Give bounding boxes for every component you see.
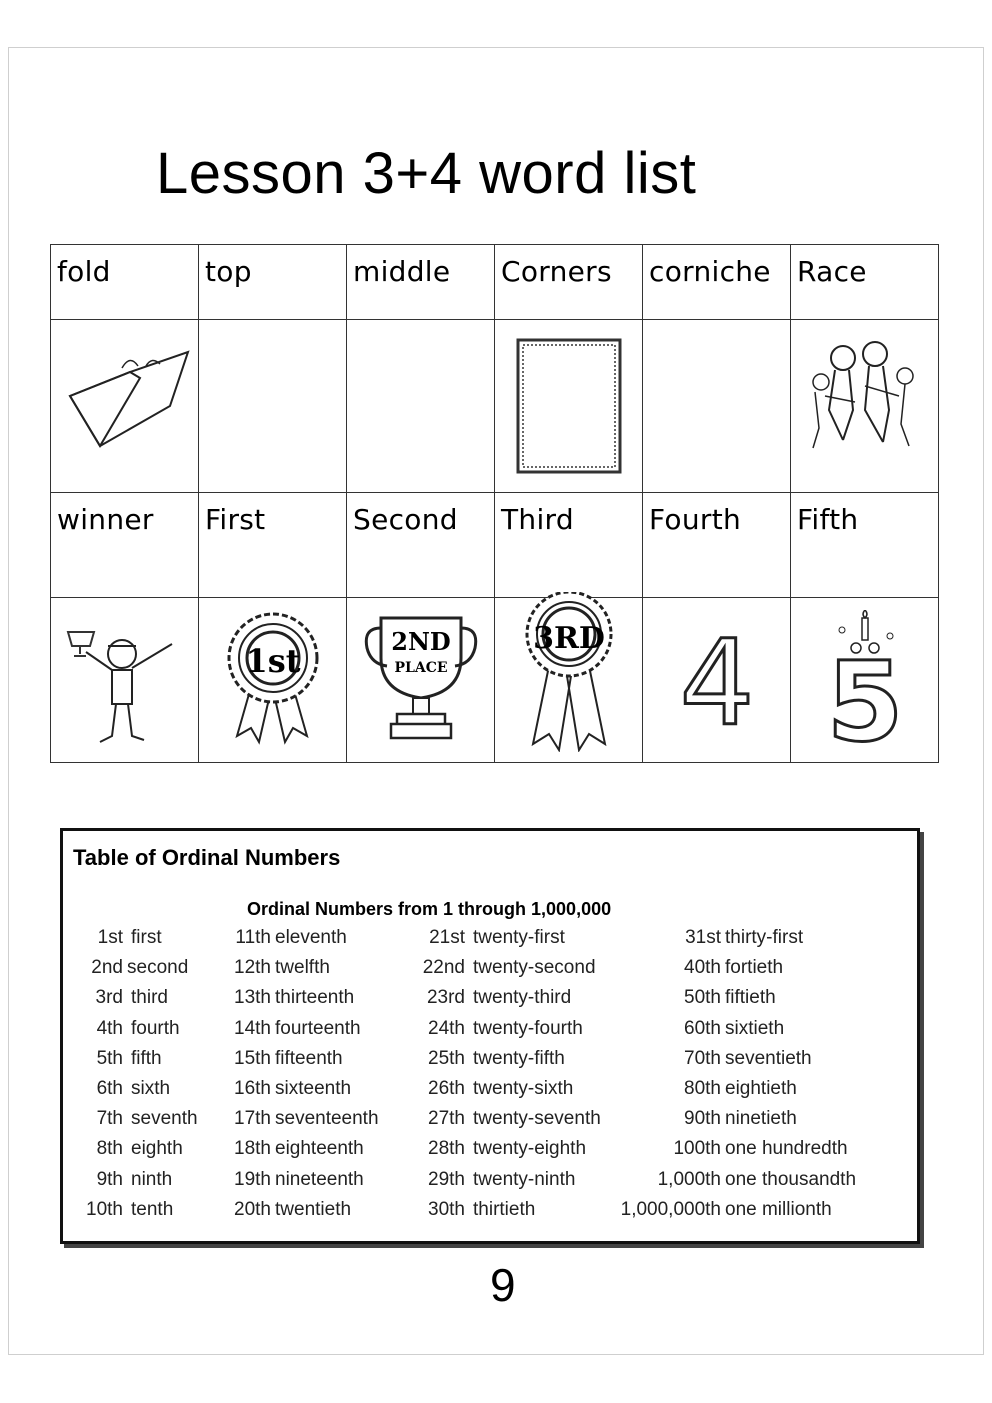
ordinal-row	[225, 1169, 379, 1199]
ordinal-number: 80th	[684, 1077, 721, 1099]
ordinal-number: 11th	[235, 927, 271, 948]
ordinal-word: twenty-fifth	[473, 1047, 565, 1069]
word-third: Third	[501, 503, 574, 536]
ordinal-word: third	[131, 987, 168, 1009]
ordinal-column-1	[75, 927, 198, 1229]
picture-cell	[495, 598, 643, 763]
ordinal-word: twenty-second	[473, 957, 596, 979]
word-corners: Corners	[501, 255, 612, 288]
ordinal-word: fifth	[131, 1047, 162, 1069]
ordinal-row	[75, 1108, 198, 1138]
ordinal-number: 26th	[428, 1077, 465, 1099]
ordinal-word: thirteenth	[275, 987, 355, 1009]
ordinal-number: 2nd	[91, 957, 123, 979]
first-place-rosette-picture	[213, 610, 333, 750]
word-row-1	[51, 245, 939, 320]
ordinal-number: 4th	[96, 1017, 123, 1039]
ordinal-number: 21st	[429, 927, 465, 948]
ordinal-row	[593, 1078, 856, 1108]
second-badge-place: PLACE	[393, 660, 448, 676]
ordinal-number: 10th	[86, 1198, 123, 1220]
ordinal-row	[225, 957, 379, 987]
ordinal-word: fortieth	[725, 957, 784, 979]
ordinal-word: thirtieth	[473, 1198, 536, 1220]
ordinal-word: twenty-seventh	[473, 1108, 601, 1130]
word-cell	[51, 245, 199, 320]
word-second: Second	[353, 503, 458, 536]
ordinal-word: eighth	[131, 1138, 183, 1160]
ordinal-word: fourth	[131, 1017, 180, 1039]
picture-cell-empty	[347, 320, 495, 493]
ordinal-word: first	[131, 927, 162, 948]
ordinal-row	[75, 1048, 198, 1078]
ordinal-word: second	[127, 957, 189, 979]
picture-cell	[347, 598, 495, 763]
picture-cell	[51, 598, 199, 763]
ordinal-word: twenty-first	[473, 927, 565, 948]
ordinal-word: ninth	[131, 1168, 173, 1190]
ordinal-column-2	[225, 927, 379, 1229]
ordinal-word: one hundredth	[725, 1138, 848, 1160]
ordinal-word: twelfth	[275, 957, 330, 979]
ordinal-number: 3rd	[95, 987, 123, 1009]
second-badge-num: 2ND	[390, 627, 451, 656]
word-cell	[51, 493, 199, 598]
ordinal-row	[75, 1018, 198, 1048]
picture-cell	[495, 320, 643, 493]
ordinal-table-subtitle: Ordinal Numbers from 1 through 1,000,000	[247, 899, 612, 919]
ordinal-row	[75, 1169, 198, 1199]
ordinal-word: seventh	[131, 1108, 198, 1130]
ordinal-row	[75, 1078, 198, 1108]
word-cell	[791, 245, 939, 320]
ordinal-column-3	[413, 927, 601, 1229]
word-cell	[495, 245, 643, 320]
ordinal-word: fiftieth	[725, 987, 776, 1009]
ordinal-number: 5th	[96, 1047, 123, 1069]
ordinal-number: 14th	[234, 1017, 271, 1039]
runners-picture	[805, 336, 925, 476]
ordinal-row	[593, 1048, 856, 1078]
ordinal-word: twentieth	[275, 1198, 352, 1220]
ordinal-row	[413, 1108, 601, 1138]
picture-row-2	[51, 598, 939, 763]
ordinal-number: 29th	[428, 1168, 465, 1190]
ordinal-number: 24th	[428, 1017, 465, 1039]
ordinal-row	[413, 1199, 601, 1229]
word-middle: middle	[353, 255, 451, 288]
ordinal-column-4	[593, 927, 856, 1229]
word-cell	[347, 245, 495, 320]
ordinal-numbers-box	[60, 828, 920, 1244]
ordinal-number: 1st	[97, 927, 123, 948]
word-list-table	[50, 244, 939, 763]
ordinal-row	[225, 1078, 379, 1108]
ordinal-word: seventeenth	[275, 1108, 379, 1130]
word-fifth: Fifth	[797, 503, 859, 536]
ordinal-word: eleventh	[275, 927, 347, 948]
ordinal-row	[593, 987, 856, 1017]
ordinal-row	[593, 1138, 856, 1168]
ordinal-row	[225, 1138, 379, 1168]
ordinal-number: 70th	[684, 1047, 721, 1069]
ordinal-word: one millionth	[725, 1198, 832, 1220]
third-badge-text: 3RD	[532, 621, 605, 656]
ordinal-table-title: Table of Ordinal Numbers	[73, 845, 341, 870]
word-winner: winner	[57, 503, 154, 536]
ordinal-word: sixtieth	[725, 1017, 785, 1039]
ordinal-number: 100th	[673, 1138, 721, 1160]
ordinal-row	[225, 1048, 379, 1078]
ordinal-word: nineteenth	[275, 1168, 364, 1190]
ordinal-number: 9th	[96, 1168, 123, 1190]
ordinal-row	[413, 1018, 601, 1048]
ordinal-row	[225, 1199, 379, 1229]
word-cell	[643, 245, 791, 320]
ordinal-number: 16th	[234, 1077, 271, 1099]
ordinal-number: 28th	[428, 1138, 465, 1160]
ordinal-row	[593, 1169, 856, 1199]
ordinal-number: 25th	[428, 1047, 465, 1069]
ordinal-row	[225, 987, 379, 1017]
number-four-picture	[667, 620, 767, 740]
picture-cell	[199, 598, 347, 763]
ordinal-number: 50th	[684, 987, 721, 1009]
ordinal-number: 6th	[96, 1077, 123, 1099]
ordinal-word: twenty-ninth	[473, 1168, 576, 1190]
ordinal-number: 31st	[685, 927, 721, 948]
ordinal-number: 20th	[234, 1198, 271, 1220]
page-title: Lesson 3+4 word list	[156, 141, 697, 206]
ordinal-row	[413, 1169, 601, 1199]
five-text: 5	[826, 638, 903, 750]
ordinal-row	[593, 1108, 856, 1138]
ordinal-number: 12th	[234, 957, 271, 979]
ordinal-word: seventieth	[725, 1047, 812, 1069]
word-fourth: Fourth	[649, 503, 742, 536]
word-cell	[643, 493, 791, 598]
word-fold: fold	[57, 255, 111, 288]
ordinal-row	[413, 1138, 601, 1168]
ordinal-word: twenty-sixth	[473, 1077, 574, 1099]
ordinal-number: 7th	[96, 1108, 123, 1130]
ordinal-row	[593, 1018, 856, 1048]
ordinal-row	[225, 927, 379, 957]
ordinal-word: eighteenth	[275, 1138, 364, 1160]
ordinal-number: 40th	[684, 957, 721, 979]
ordinal-word: twenty-eighth	[473, 1138, 587, 1160]
word-first: First	[205, 503, 266, 536]
ordinal-number: 90th	[684, 1108, 721, 1130]
ordinal-row	[225, 1018, 379, 1048]
ordinal-word: fourteenth	[275, 1017, 361, 1039]
ordinal-row	[413, 957, 601, 987]
ordinal-word: sixth	[131, 1077, 171, 1099]
word-race: Race	[797, 255, 867, 288]
picture-cell	[643, 598, 791, 763]
word-cell	[199, 245, 347, 320]
ordinal-number: 18th	[234, 1138, 271, 1160]
word-cell	[199, 493, 347, 598]
ordinal-word: twenty-fourth	[473, 1017, 583, 1039]
word-corniche: corniche	[649, 255, 771, 288]
number-five-candle-picture	[820, 610, 910, 750]
ordinal-row	[225, 1108, 379, 1138]
folded-paper-picture	[60, 346, 190, 466]
ordinal-row	[413, 1048, 601, 1078]
ordinal-number: 1,000th	[657, 1168, 721, 1190]
picture-row-1	[51, 320, 939, 493]
ordinal-number: 13th	[234, 987, 271, 1009]
ordinal-number: 19th	[234, 1168, 271, 1190]
ordinal-row	[75, 927, 198, 957]
ordinal-row	[75, 1138, 198, 1168]
third-place-rosette-picture	[509, 592, 629, 752]
ordinal-word: tenth	[131, 1198, 174, 1220]
second-place-trophy-picture	[359, 610, 483, 750]
ordinal-number: 1,000,000th	[620, 1198, 721, 1220]
ordinal-number: 30th	[428, 1198, 465, 1220]
ordinal-row	[413, 1078, 601, 1108]
picture-cell-empty	[643, 320, 791, 493]
picture-cell-empty	[199, 320, 347, 493]
ordinal-row	[75, 957, 198, 987]
ordinal-word: ninetieth	[725, 1108, 797, 1130]
ordinal-row	[593, 1199, 856, 1229]
ordinal-row	[413, 927, 601, 957]
ordinal-word: twenty-third	[473, 987, 572, 1009]
first-badge-text: 1st	[244, 642, 301, 680]
four-text: 4	[678, 620, 755, 740]
ordinal-row	[75, 987, 198, 1017]
ordinal-number: 27th	[428, 1108, 465, 1130]
picture-cell	[791, 320, 939, 493]
page-number: 9	[490, 1259, 516, 1311]
word-cell	[495, 493, 643, 598]
word-cell	[347, 493, 495, 598]
ordinal-number: 15th	[234, 1047, 271, 1069]
ordinal-row	[593, 957, 856, 987]
ordinal-word: fifteenth	[275, 1047, 343, 1069]
ordinal-word: eightieth	[725, 1077, 797, 1099]
word-cell	[791, 493, 939, 598]
picture-cell	[791, 598, 939, 763]
winner-with-trophy-picture	[60, 610, 190, 750]
ordinal-word: sixteenth	[275, 1077, 352, 1099]
ordinal-number: 60th	[684, 1017, 721, 1039]
rectangle-frame-picture	[515, 337, 623, 475]
picture-cell	[51, 320, 199, 493]
ordinal-row	[593, 927, 856, 957]
ordinal-word: one thousandth	[725, 1168, 857, 1190]
ordinal-row	[75, 1199, 198, 1229]
ordinal-number: 8th	[96, 1138, 123, 1160]
word-top: top	[205, 255, 252, 288]
ordinal-row	[413, 987, 601, 1017]
ordinal-number: 23rd	[426, 987, 465, 1009]
ordinal-number: 17th	[234, 1108, 271, 1130]
ordinal-number: 22nd	[422, 957, 465, 979]
word-row-2	[51, 493, 939, 598]
ordinal-word: thirty-first	[725, 927, 804, 948]
